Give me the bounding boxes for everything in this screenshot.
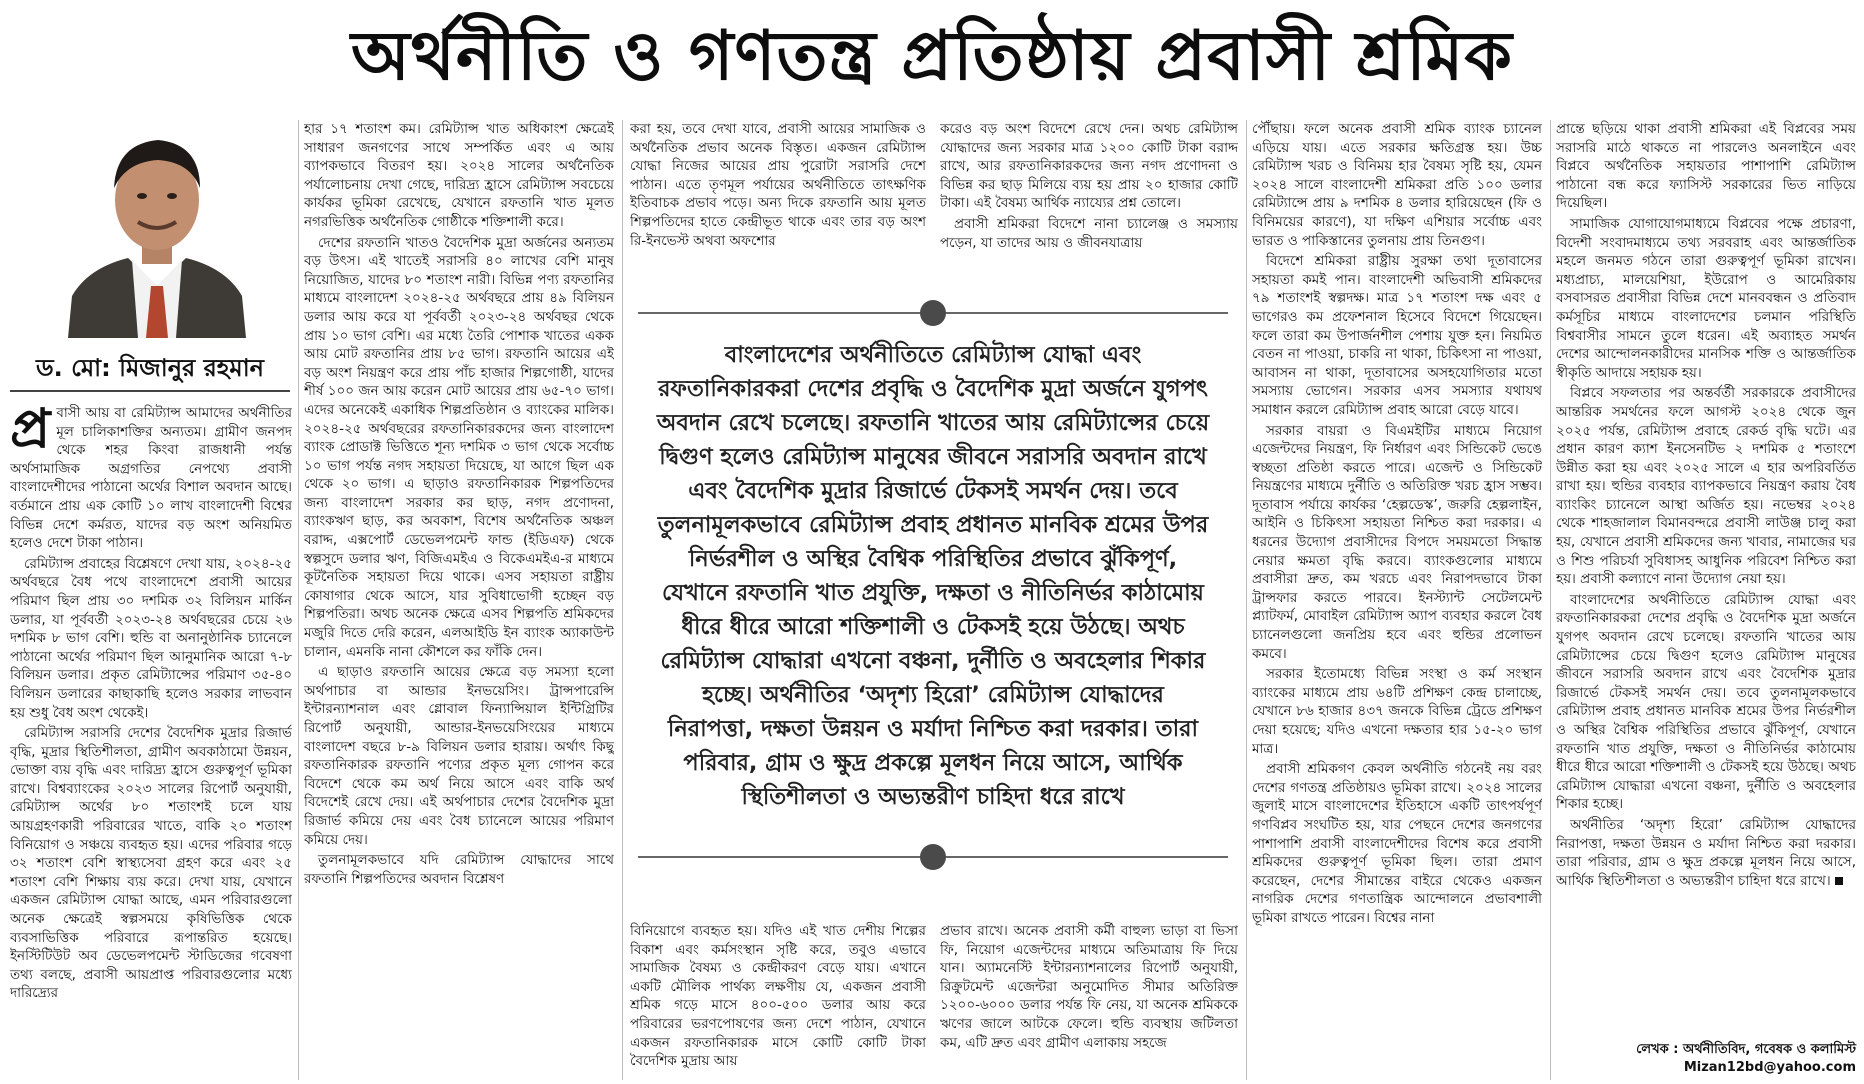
paragraph: দেশের রফতানি খাতও বৈদেশিক মুদ্রা অর্জনের অন্যতম বড় উৎস। এই খাতেই সরাসরি ৪০ লাখের বেশি মানুষ নিয়োজিত, যাদের ৮০ শতাংশ নারী। বিভিন্ন পণ্য রফতানির মাধ্যমে বাংলাদেশ ২০২৪-২৫ অর্থবছরে প্রায় ৪৯ বিলিয়ন ডলার আয় করে যা পূর্ববর্তী ২০২৩-২৪ অর্থবছর থেকে প্রায় ১০ ভাগ বেশি। এর মধ্যে তৈরি পোশাক খাতের একক আয় মোট রফতানির প্রায় ৮৫ ভাগ। রফতানি আয়ের এই বড় অংশ নিয়ন্ত্রণ করে প্রায় পাঁচ হাজার শিল্পগোষ্ঠী, যাদের শীর্ষ ১০০ জন আয় করেন মোট আয়ের প্রায় ৬৫-৭০ ভাগ। এদের অনেকেই একাধিক শিল্পপ্রতিষ্ঠান ও ব্যাংকের মালিক। ২০২৪-২৫ অর্থবছরের রফতানিকারকদের জন্য বাংলাদেশ ব্যাংক প্রোডাক্ট ভিত্তিতে শূন্য দশমিক ৩ ভাগ থেকে সর্বোচ্চ ১০ ভাগ পর্যন্ত নগদ সহায়তা দিয়েছে, যা আগে ছিল এক থেকে ২০ ভাগ। এ ছাড়াও রফতানিকারক শিল্পপতিদের জন্য বাংলাদেশ সরকার কর ছাড়, নগদ প্রণোদনা, ব্যাংকঋণ ছাড়, কর অবকাশ, বিশেষ অর্থনৈতিক অঞ্চল বরাদ্দ, এক্সপোর্ট ডেভেলপমেন্ট ফান্ড (ইডিএফ) থেকে স্বল্পসুদে ডলার ঋণ, বিজিএমইএ ও বিকেএমইএ-র মাধ্যমে কূটনৈতিক সহায়তা দিয়ে থাকে। এসব সহায়তা রাষ্ট্রীয় কোষাগার থেকে আসে, যার সুবিধাভোগী হচ্ছেন বড় শিল্পপতিরা। অথচ অনেক ক্ষেত্রে এসব শিল্পপতি শ্রমিকদের মজুরি দিতে দেরি করেন, এলআইডি ইন ব্যাংক অ্যাকাউন্ট চালান, এমনকি নানা কৌশলে কর ফাঁকি দেন। [304, 234, 614, 660]
column-divider [1550, 120, 1551, 1080]
paragraph: এ ছাড়াও রফতানি আয়ের ক্ষেত্রে বড় সমস্যা হলো অর্থপাচার বা আন্ডার ইনভয়েসিং। ট্রান্সপারেন্সি ইন্টারন্যাশনাল এবং গ্লোবাল ফিন্যান্সিয়াল ইন্টিগ্রিটির রিপোর্ট অনুযায়ী, আন্ডার-ইনভয়েসিংয়ের মাধ্যমে বাংলাদেশ বছরে ৮-৯ বিলিয়ন ডলার হারায়। অর্থাৎ কিছু রফতানিকারক রফতানি পণ্যের প্রকৃত মূল্য গোপন করে বিদেশে থেকে কম অর্থ নিয়ে আসে এবং বাকি অর্থ বিদেশেই রেখে দেয়। এই অর্থপাচার দেশের বৈদেশিক মুদ্রা রিজার্ভ কমিয়ে দেয় এবং বৈধ চ্যানেলে আয়ের পরিমাণ কমিয়ে দেয়। [304, 664, 614, 848]
paragraph: রেমিট্যান্স সরাসরি দেশের বৈদেশিক মুদ্রার রিজার্ভ বৃদ্ধি, মুদ্রার স্থিতিশীলতা, গ্রামীণ অবকাঠামো উন্নয়ন, ভোক্তা ব্যয় বৃদ্ধি এবং দারিদ্র্য হ্রাসে গুরুত্বপূর্ণ ভূমিকা রাখে। বিশ্বব্যাংকের ২০২৩ সালের রিপোর্ট অনুযায়ী, রেমিট্যান্স অর্থের ৮০ শতাংশই চলে যায় আয়গ্রহণকারী পরিবারের খাতে, বাকি ২০ শতাংশ বিনিয়োগ ও সঞ্চয়ে ব্যবহৃত হয়। এদের পরিবার গড়ে ৩২ শতাংশ বেশি স্বাস্থ্যসেবা গ্রহণ করে এবং ২৫ শতাংশ বেশি শিক্ষায় ব্যয় করে। দেখা যায়, যেখানে একজন রেমিট্যান্স যোদ্ধা আছে, এমন পরিবারগুলো অনেক ক্ষেত্রেই স্বল্পসময়ে কৃষিভিত্তিক থেকে ব্যবসাভিত্তিক পরিবারে রূপান্তরিত হয়েছে। ইনস্টিটিউট অব ডেভেলপমেন্ট স্টাডিজের গবেষণা তথ্য বলছে, প্রবাসী আয়প্রাপ্ত পরিবারগুলোর মধ্যে দারিদ্র্যের [10, 725, 292, 1002]
column-divider [622, 120, 623, 1080]
author-email: Mizan12bd@yahoo.com [1683, 1060, 1856, 1075]
paragraph: পৌঁছায়। ফলে অনেক প্রবাসী শ্রমিক ব্যাংক চ্যানেল এড়িয়ে যায়। এতে সরকার ক্ষতিগ্রস্ত হয়। উচ্চ রেমিট্যান্স খরচ ও বিনিময় হার বৈষম্য সৃষ্টি হয়, যেমন ২০২৪ সালে বাংলাদেশী শ্রমিকরা প্রতি ১০০ ডলার রেমিট্যান্সে প্রায় ৯ দশমিক ৪ ডলার হারিয়েছেন (ফি ও বিনিময়ের কারণে), যা দক্ষিণ এশিয়ার সর্বোচ্চ এবং ভারত ও পাকিস্তানের তুলনায় প্রায় তিনগুণ। [1252, 121, 1542, 249]
paragraph: প্রবাসী শ্রমিকগণ কেবল অর্থনীতি গঠনেই নয় বরং দেশের গণতন্ত্র প্রতিষ্ঠায়ও ভূমিকা রাখে। ২০২৪ সালের জুলাই মাসে বাংলাদেশের ইতিহাসে একটি তাৎপর্যপূর্ণ গণবিপ্লব সংঘটিত হয়, যার পেছনে দেশের জনগণের পাশাপাশি প্রবাসী বাংলাদেশীদের বিশেষ করে প্রবাসী শ্রমিকদের গুরুত্বপূর্ণ ভূমিকা ছিল। তারা প্রমাণ করেছেন, দেশের সীমান্তের বাইরে থেকেও একজন নাগরিক দেশের গণতান্ত্রিক আন্দোলনে প্রভাবশালী ভূমিকা রাখতে পারেন। বিশ্বের নানা [1252, 761, 1542, 926]
paragraph: প্রান্তে ছড়িয়ে থাকা প্রবাসী শ্রমিকরা এই বিপ্লবের সময় সরাসরি মাঠে থাকতে না পারলেও অনলাইনে এবং বিপ্লবে অর্থনৈতিক সহায়তার পাশাপাশি রেমিট্যান্স পাঠানো বন্ধ করে ফ্যাসিস্ট সরকারের ভিত নাড়িয়ে দিয়েছিল। [1556, 121, 1856, 212]
author-photo [58, 118, 256, 338]
paragraph: সরকার বায়রা ও বিএমইটির মাধ্যমে নিয়োগ এজেন্টদের নিয়ন্ত্রণ, ফি নির্ধারণ এবং সিন্ডিকেট ভেঙে স্বচ্ছতা প্রতিষ্ঠা করতে পারে। এজেন্ট ও সিন্ডিকেট নিয়ন্ত্রণের মাধ্যমে দুর্নীতি ও অতিরিক্ত খরচ হ্রাস সম্ভব। দূতাবাস পর্যায়ে কার্যকর ‘হেল্পডেস্ক’, জরুরি হেল্পলাইন, আইনি ও চিকিৎসা সহায়তা নিশ্চিত করা দরকার। এ ধরনের উদ্যোগ প্রবাসীদের বিপদে সময়মতো সিদ্ধান্ত নেয়ার ক্ষমতা বৃদ্ধি করবে। ব্যাংকগুলোর মাধ্যমে প্রবাসীরা দ্রুত, কম খরচে এবং নিরাপদভাবে টাকা ট্রান্সফার করতে পারবে। ইনস্ট্যান্ট সেটেলমেন্ট প্ল্যাটফর্ম, মোবাইল রেমিট্যান্স অ্যাপ ব্যবহার করলে বৈধ চ্যানেলগুলো জনপ্রিয় হবে এবং হুন্ডির প্রলোভন কমবে। [1252, 422, 1542, 662]
author-name: ড. মো: মিজানুর রহমান [35, 354, 265, 382]
column-4-bottom [940, 922, 1238, 1084]
column-6 [1556, 120, 1856, 1036]
paragraph: করা হয়, তবে দেখা যাবে, প্রবাসী আয়ের সামাজিক ও অর্থনৈতিক প্রভাব অনেক বিস্তৃত। একজন রেমিট্যান্স যোদ্ধা নিজের আয়ের প্রায় পুরোটা সরাসরি দেশে পাঠান। এতে তৃণমূল পর্যায়ের অর্থনীতিতে তাৎক্ষণিক ইতিবাচক প্রভাব পড়ে। অন্য দিকে রফতানি আয় মূলত শিল্পপতিদের হাতে কেন্দ্রীভূত থাকে এবং তার বড় অংশ রি-ইনভেস্ট অথবা অফশোর [630, 121, 926, 249]
paragraph: বিনিয়োগে ব্যবহৃত হয়। যদিও এই খাত দেশীয় শিল্পের বিকাশ এবং কর্মসংস্থান সৃষ্টি করে, তবুও এভাবে সামাজিক বৈষম্য ও কেন্দ্রীকরণ বেড়ে যায়। এখানে একটি মৌলিক পার্থক্য লক্ষণীয় যে, একজন প্রবাসী শ্রমিক গড়ে মাসে ৪০০-৫০০ ডলার আয় করে পরিবারের ভরণপোষণের জন্য দেশে পাঠান, যেখানে একজন রফতানিকারক মাসে কোটি কোটি টাকা বৈদেশিক মুদ্রায় আয় [630, 923, 926, 1070]
column-4-top [940, 120, 1238, 290]
paragraph: সামাজিক যোগাযোগমাধ্যমে বিপ্লবের পক্ষে প্রচারণা, বিদেশী সংবাদমাধ্যমে তথ্য সরবরাহ এবং আন্তর্জাতিক মহলে জনমত গঠনে তারা গুরুত্বপূর্ণ ভূমিকা রাখেন। মধ্যপ্রাচ্য, মালয়েশিয়া, ইউরোপ ও আমেরিকায় বসবাসরত প্রবাসীরা বিভিন্ন দেশে মানববন্ধন ও প্রতিবাদ কর্মসূচির মাধ্যমে বাংলাদেশের চলমান পরিস্থিতি বিশ্ববাসীর সামনে তুলে ধরেন। এই অব্যাহত সমর্থন দেশের আন্দোলনকারীদের মানসিক শক্তি ও আন্তর্জাতিক স্বীকৃতি আদায়ে সহায়ক হয়। [1556, 215, 1856, 381]
column-3-top [630, 120, 926, 290]
paragraph: অর্থনীতির ‘অদৃশ্য হিরো’ রেমিট্যান্স যোদ্ধাদের নিরাপত্তা, দক্ষতা উন্নয়ন ও মর্যাদা নিশ্চিত করা দরকার। তারা পরিবার, গ্রাম ও ক্ষুদ্র প্রকল্পে মূলধন নিয়ে আসে, আর্থিক স্থিতিশীলতা ও অভ্যন্তরীণ চাহিদা ধরে রাখে। [1556, 816, 1856, 889]
paragraph: সরকার ইতোমধ্যে বিভিন্ন সংস্থা ও কর্ম সংস্থান ব্যাংকের মাধ্যমে প্রায় ৬৪টি প্রশিক্ষণ কেন্দ্র চালাচ্ছে, যেখানে ৮৬ হাজার ৪৩৭ জনকে বিভিন্ন ট্রেডে প্রশিক্ষণ দেয়া হয়েছে; যদিও এখনো দক্ষতার হার ১৫-২০ ভাগ মাত্র। [1252, 666, 1542, 757]
byline: লেখক : অর্থনীতিবিদ, গবেষক ও কলামিস্ট [1636, 1042, 1856, 1057]
column-1 [10, 404, 292, 1084]
paragraph: তুলনামূলকভাবে যদি রেমিট্যান্স যোদ্ধাদের সাথে রফতানি শিল্পপতিদের অবদান বিশ্লেষণ [304, 852, 614, 887]
column-5 [1252, 120, 1542, 1084]
pull-quote-dot-bottom [920, 844, 946, 870]
paragraph: বিদেশে শ্রমিকরা রাষ্ট্রীয় সুরক্ষা তথা দূতাবাসের সহায়তা কমই পান। বাংলাদেশী অভিবাসী শ্রমিকদের ৭৯ শতাংশই স্বল্পদক্ষ। মাত্র ১৭ শতাংশ দক্ষ এবং ৫ ভাগেরও কম প্রফেশনাল হিসেবে বিদেশে গিয়েছেন। ফলে তারা কম উপার্জনশীল পেশায় যুক্ত হন। নিয়মিত বেতন না পাওয়া, চাকরি না থাকা, চিকিৎসা না পাওয়া, আবাসন না থাকা, দূতাবাসের অসহযোগিতার মতো সমস্যায় ভোগেন। সরকার এসব সমস্যার যথাযথ সমাধান করলে রেমিট্যান্স প্রবাহ আরো বেড়ে যাবে। [1252, 253, 1542, 418]
pull-quote-dot-top [920, 300, 946, 326]
dropcap: প্র [10, 404, 51, 460]
column-divider [1246, 120, 1247, 1080]
column-2 [304, 120, 614, 1084]
headline: অর্থনীতি ও গণতন্ত্র প্রতিষ্ঠায় প্রবাসী শ্রমিক [350, 17, 1514, 96]
paragraph: করেও বড় অংশ বিদেশে রেখে দেন। অথচ রেমিট্যান্স যোদ্ধাদের জন্য সরকার মাত্র ১২০০ কোটি টাকা বরাদ্দ রাখে, আর রফতানিকারকদের জন্য নগদ প্রণোদনা ও বিভিন্ন কর ছাড় মিলিয়ে ব্যয় হয় প্রায় ২০ হাজার কোটি টাকা। এই বৈষম্য আর্থিক ন্যায্যের প্রশ্ন তোলে। [940, 121, 1238, 212]
column-3-bottom [630, 922, 926, 1084]
paragraph: প্র বাসী আয় বা রেমিট্যান্স আমাদের অর্থনীতির মূল চালিকাশক্তির অন্যতম। গ্রামীণ জনপদ থেকে শহর কিংবা রাজধানী পর্যন্ত অর্থসামাজিক অগ্রগতির নেপথ্যে প্রবাসী বাংলাদেশীদের পাঠানো অর্থের বিশাল অবদান আছে। বর্তমানে প্রায় এক কোটি ১০ লাখ বাংলাদেশী বিশ্বের বিভিন্ন দেশে কর্মরত, যাদের বড় অংশ অনিয়মিত হলেও দেশে টাকা পাঠান। [10, 404, 292, 552]
pull-quote-text: বাংলাদেশের অর্থনীতিতে রেমিট্যান্স যোদ্ধা এবং রফতানিকারকরা দেশের প্রবৃদ্ধি ও বৈদেশিক মুদ্রা অর্জনে যুগপৎ অবদান রেখে চলেছে। রফতানি খাতের আয় রেমিট্যান্সের চেয়ে দ্বিগুণ হলেও রেমিট্যান্স মানুষের জীবনে সরাসরি অবদান রাখে এবং বৈদেশিক মুদ্রার রিজার্ভে টেকসই সমর্থন দেয়। তবে তুলনামূলকভাবে রেমিট্যান্স প্রবাহ প্রধানত মানবিক শ্রমের উপর নির্ভরশীল ও অস্থির বৈশ্বিক পরিস্থিতির প্রভাবে ঝুঁকিপূর্ণ, যেখানে রফতানি খাত প্রযুক্তি, দক্ষতা ও নীতিনির্ভর কাঠামোয় ধীরে ধীরে আরো শক্তিশালী ও টেকসই হয়ে উঠছে। অথচ রেমিট্যান্স যোদ্ধারা এখনো বঞ্চনা, দুর্নীতি ও অবহেলার শিকার হচ্ছে। অর্থনীতির ‘অদৃশ্য হিরো’ রেমিট্যান্স যোদ্ধাদের নিরাপত্তা, দক্ষতা উন্নয়ন ও মর্যাদা নিশ্চিত করা দরকার। তারা পরিবার, গ্রাম ও ক্ষুদ্র প্রকল্পে মূলধন নিয়ে আসে, আর্থিক স্থিতিশীলতা ও অভ্যন্তরীণ চাহিদা ধরে রাখে [656, 342, 1210, 810]
paragraph: রেমিট্যান্স প্রবাহের বিশ্লেষণে দেখা যায়, ২০২৪-২৫ অর্থবছরে বৈধ পথে বাংলাদেশে প্রবাসী আয়ের পরিমাণ ছিল প্রায় ৩০ দশমিক ৩২ বিলিয়ন মার্কিন ডলার, যা পূর্ববর্তী ২০২৩-২৪ অর্থবছরের চেয়ে ২৬ দশমিক ৮ ভাগ বেশি। হুন্ডি বা অনানুষ্ঠানিক চ্যানেলে পাঠানো অর্থের পরিমাণ ছিল আনুমানিক আরো ৭-৮ বিলিয়ন ডলার। প্রকৃত রেমিট্যান্সের পরিমাণ ৩৫-৪০ বিলিয়ন ডলারের কাছাকাছি হলেও সরকার লাভবান হয় শুধু বৈধ অংশ থেকেই। [10, 555, 292, 721]
paragraph: প্রভাব রাখে। অনেক প্রবাসী কর্মী বাহুল্য ভাড়া বা ভিসা ফি, নিয়োগ এজেন্টদের মাধ্যমে অতিমাত্রায় ফি দিয়ে যান। অ্যামনেস্টি ইন্টারন্যাশনালের রিপোর্ট অনুযায়ী, রিক্রুটমেন্ট এজেন্টরা অনুমোদিত সীমার অতিরিক্ত ১২০০-৬০০০ ডলার পর্যন্ত ফি নেয়, যা অনেক শ্রমিককে ঋণের জালে আটকে ফেলে। হুন্ডি ব্যবস্থায় জটিলতা কম, এটি দ্রুত এবং গ্রামীণ এলাকায় সহজে [940, 923, 1238, 1051]
author-divider [10, 390, 290, 392]
end-mark [1835, 877, 1843, 885]
paragraph: হার ১৭ শতাংশ কম। রেমিট্যান্স খাত অধিকাংশ ক্ষেত্রেই সাধারণ জনগণের সাথে সম্পর্কিত এবং এ আয় ব্যাপকভাবে বিতরণ হয়। ২০২৪ সালের অর্থনৈতিক পর্যালোচনায় দেখা গেছে, দারিদ্র্য হ্রাসে রেমিট্যান্স সবচেয়ে কার্যকর ভূমিকা রেখেছে, যেখানে রফতানি খাত মূলত নগরভিত্তিক অর্থনৈতিক গোষ্ঠীকে শক্তিশালী করে। [304, 121, 614, 230]
paragraph: প্রবাসী শ্রমিকরা বিদেশে নানা চ্যালেঞ্জ ও সমস্যায় পড়েন, যা তাদের আয় ও জীবনযাত্রায় [940, 215, 1238, 251]
column-divider [298, 120, 299, 1080]
paragraph: বিপ্লবে সফলতার পর অন্তর্বর্তী সরকারকে প্রবাসীদের আন্তরিক সমর্থনের ফলে আগস্ট ২০২৪ থেকে জুন ২০২৫ পর্যন্ত, রেমিট্যান্স প্রবাহে রেকর্ড বৃদ্ধি ঘটে। এর প্রধান কারণ ক্যাশ ইনসেনটিভ ২ দশমিক ৫ শতাংশে উন্নীত করা হয় এবং ২০২৫ সালে এ হার অপরিবর্তিত রাখা হয়। হুন্ডির ব্যবহার ব্যাপকভাবে নিয়ন্ত্রণ করায় বৈধ ব্যাংকিং চ্যানেলে আস্থা অর্জিত হয়। নভেম্বর ২০২৪ থেকে শাহজালাল বিমানবন্দরে প্রবাসী লাউঞ্জ চালু করা হয়, যেখানে প্রবাসী শ্রমিকদের জন্য খাবার, নামাজের ঘর ও শিশু পরিচর্যা সুবিধাসহ আধুনিক পরিবেশ নিশ্চিত করা হয়। প্রবাসী কল্যাণে নানা উদ্যোগ নেয়া হয়। [1556, 385, 1856, 588]
pull-quote [638, 296, 1228, 876]
paragraph: বাংলাদেশের অর্থনীতিতে রেমিট্যান্স যোদ্ধা এবং রফতানিকারকরা দেশের প্রবৃদ্ধি ও বৈদেশিক মুদ্রা অর্জনে যুগপৎ অবদান রেখে চলেছে। রফতানি খাতের আয় রেমিট্যান্সের চেয়ে দ্বিগুণ হলেও রেমিট্যান্স মানুষের জীবনে সরাসরি অবদান রাখে এবং বৈদেশিক মুদ্রার রিজার্ভে টেকসই সমর্থন দেয়। তবে তুলনামূলকভাবে রেমিট্যান্স প্রবাহ প্রধানত মানবিক শ্রমের উপর নির্ভরশীল ও অস্থির বৈশ্বিক পরিস্থিতির প্রভাবে ঝুঁকিপূর্ণ, যেখানে রফতানি খাত প্রযুক্তি, দক্ষতা ও নীতিনির্ভর কাঠামোয় ধীরে ধীরে আরো শক্তিশালী ও টেকসই হয়ে উঠছে। অথচ রেমিট্যান্স যোদ্ধারা এখনো বঞ্চনা, দুর্নীতি ও অবহেলার শিকার হচ্ছে। [1556, 591, 1856, 813]
